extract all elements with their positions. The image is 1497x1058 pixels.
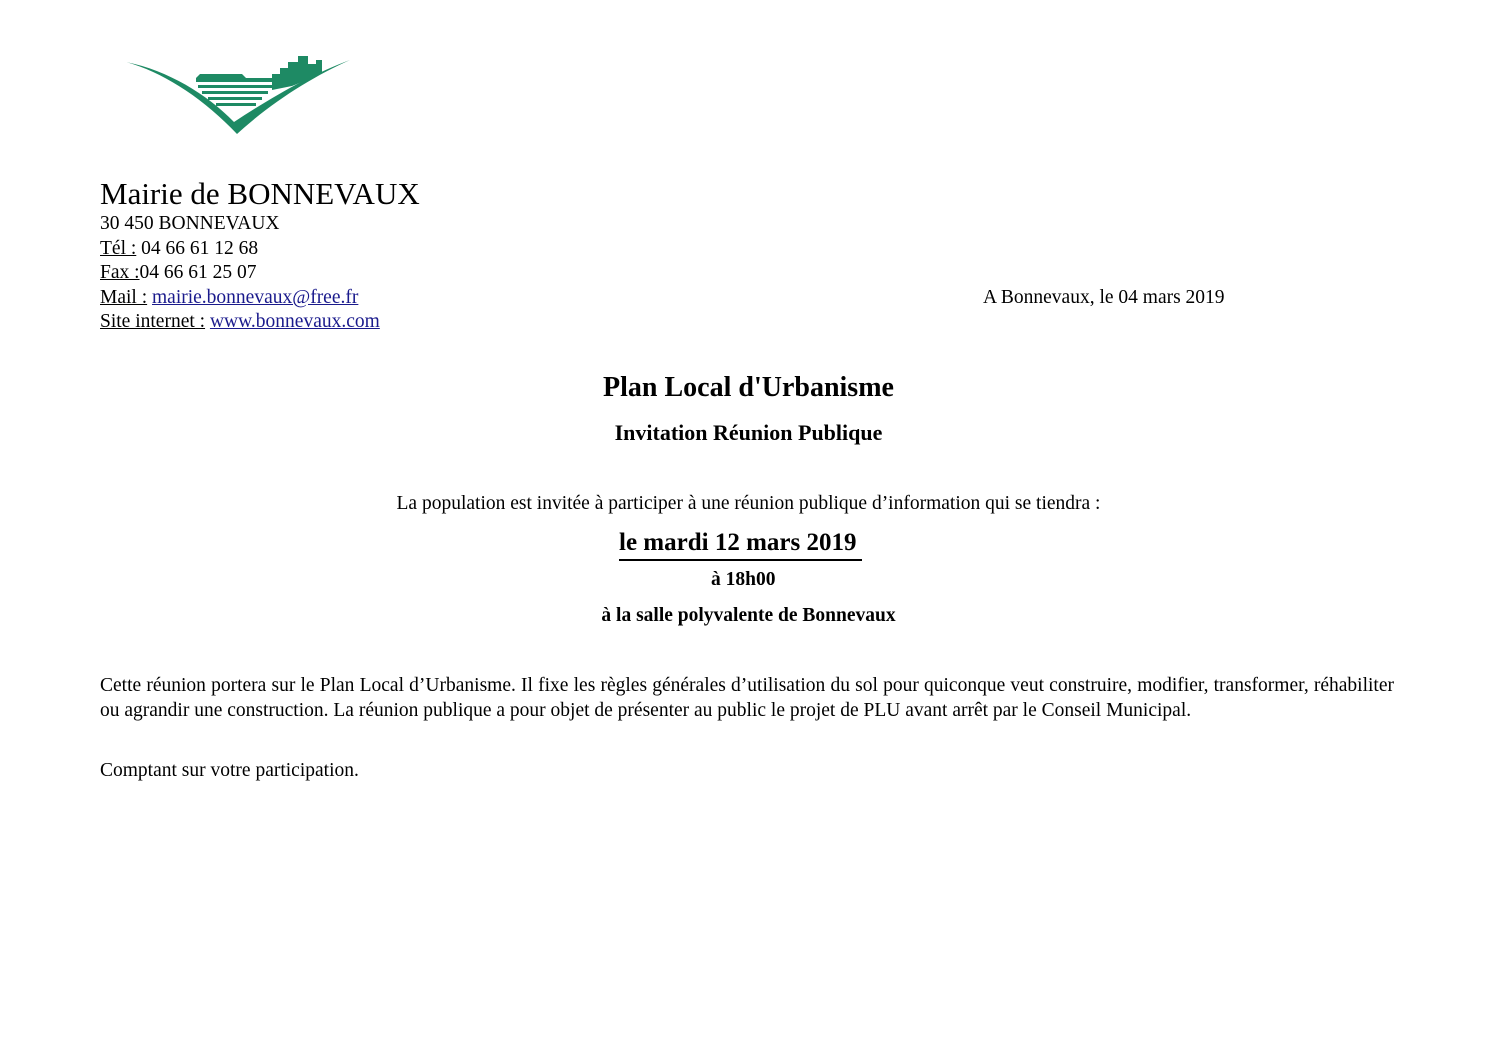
body-paragraph: Cette réunion portera sur le Plan Local d’Urbanisme. Il fixe les règles générales d’utilisation du sol pour quiconque veut construire, modifier, transformer, réhabiliter ou agrandir une construction. La réunion publique a pour objet de présenter au public le projet de PLU avant arrêt par le Conseil Municipal.: [100, 675, 1394, 721]
event-time: à 18h00: [711, 569, 776, 590]
letter-date: A Bonnevaux, le 04 mars 2019: [983, 287, 1225, 308]
fax-label: Fax :: [100, 262, 140, 283]
website-link[interactable]: www.bonnevaux.com: [209, 311, 380, 332]
website-line: [100, 310, 380, 334]
mail-line: [100, 286, 358, 310]
address-line: 30 450 BONNEVAUX: [100, 213, 280, 234]
website-label: Site internet :: [100, 311, 206, 332]
event-place: à la salle polyvalente de Bonnevaux: [601, 605, 896, 626]
village-bridge-logo-icon: [122, 52, 354, 138]
closing-line: Comptant sur votre participation.: [100, 760, 359, 781]
event-date: le mardi 12 mars 2019: [619, 527, 862, 561]
phone-value: 04 66 61 12 68: [136, 238, 259, 259]
phone-line: [100, 237, 258, 261]
fax-value: 04 66 61 25 07: [139, 262, 257, 283]
invitation-intro: La population est invitée à participer à une réunion publique d’information qui se tiendra :: [396, 493, 1101, 514]
document-title: Plan Local d'Urbanisme: [603, 372, 894, 403]
document-subtitle: Invitation Réunion Publique: [614, 420, 883, 445]
mairie-name: Mairie de BONNEVAUX: [100, 176, 420, 211]
mail-label: Mail :: [100, 287, 148, 308]
mail-link[interactable]: mairie.bonnevaux@free.fr: [152, 287, 359, 308]
phone-label: Tél :: [100, 238, 137, 259]
fax-line: [100, 261, 257, 285]
